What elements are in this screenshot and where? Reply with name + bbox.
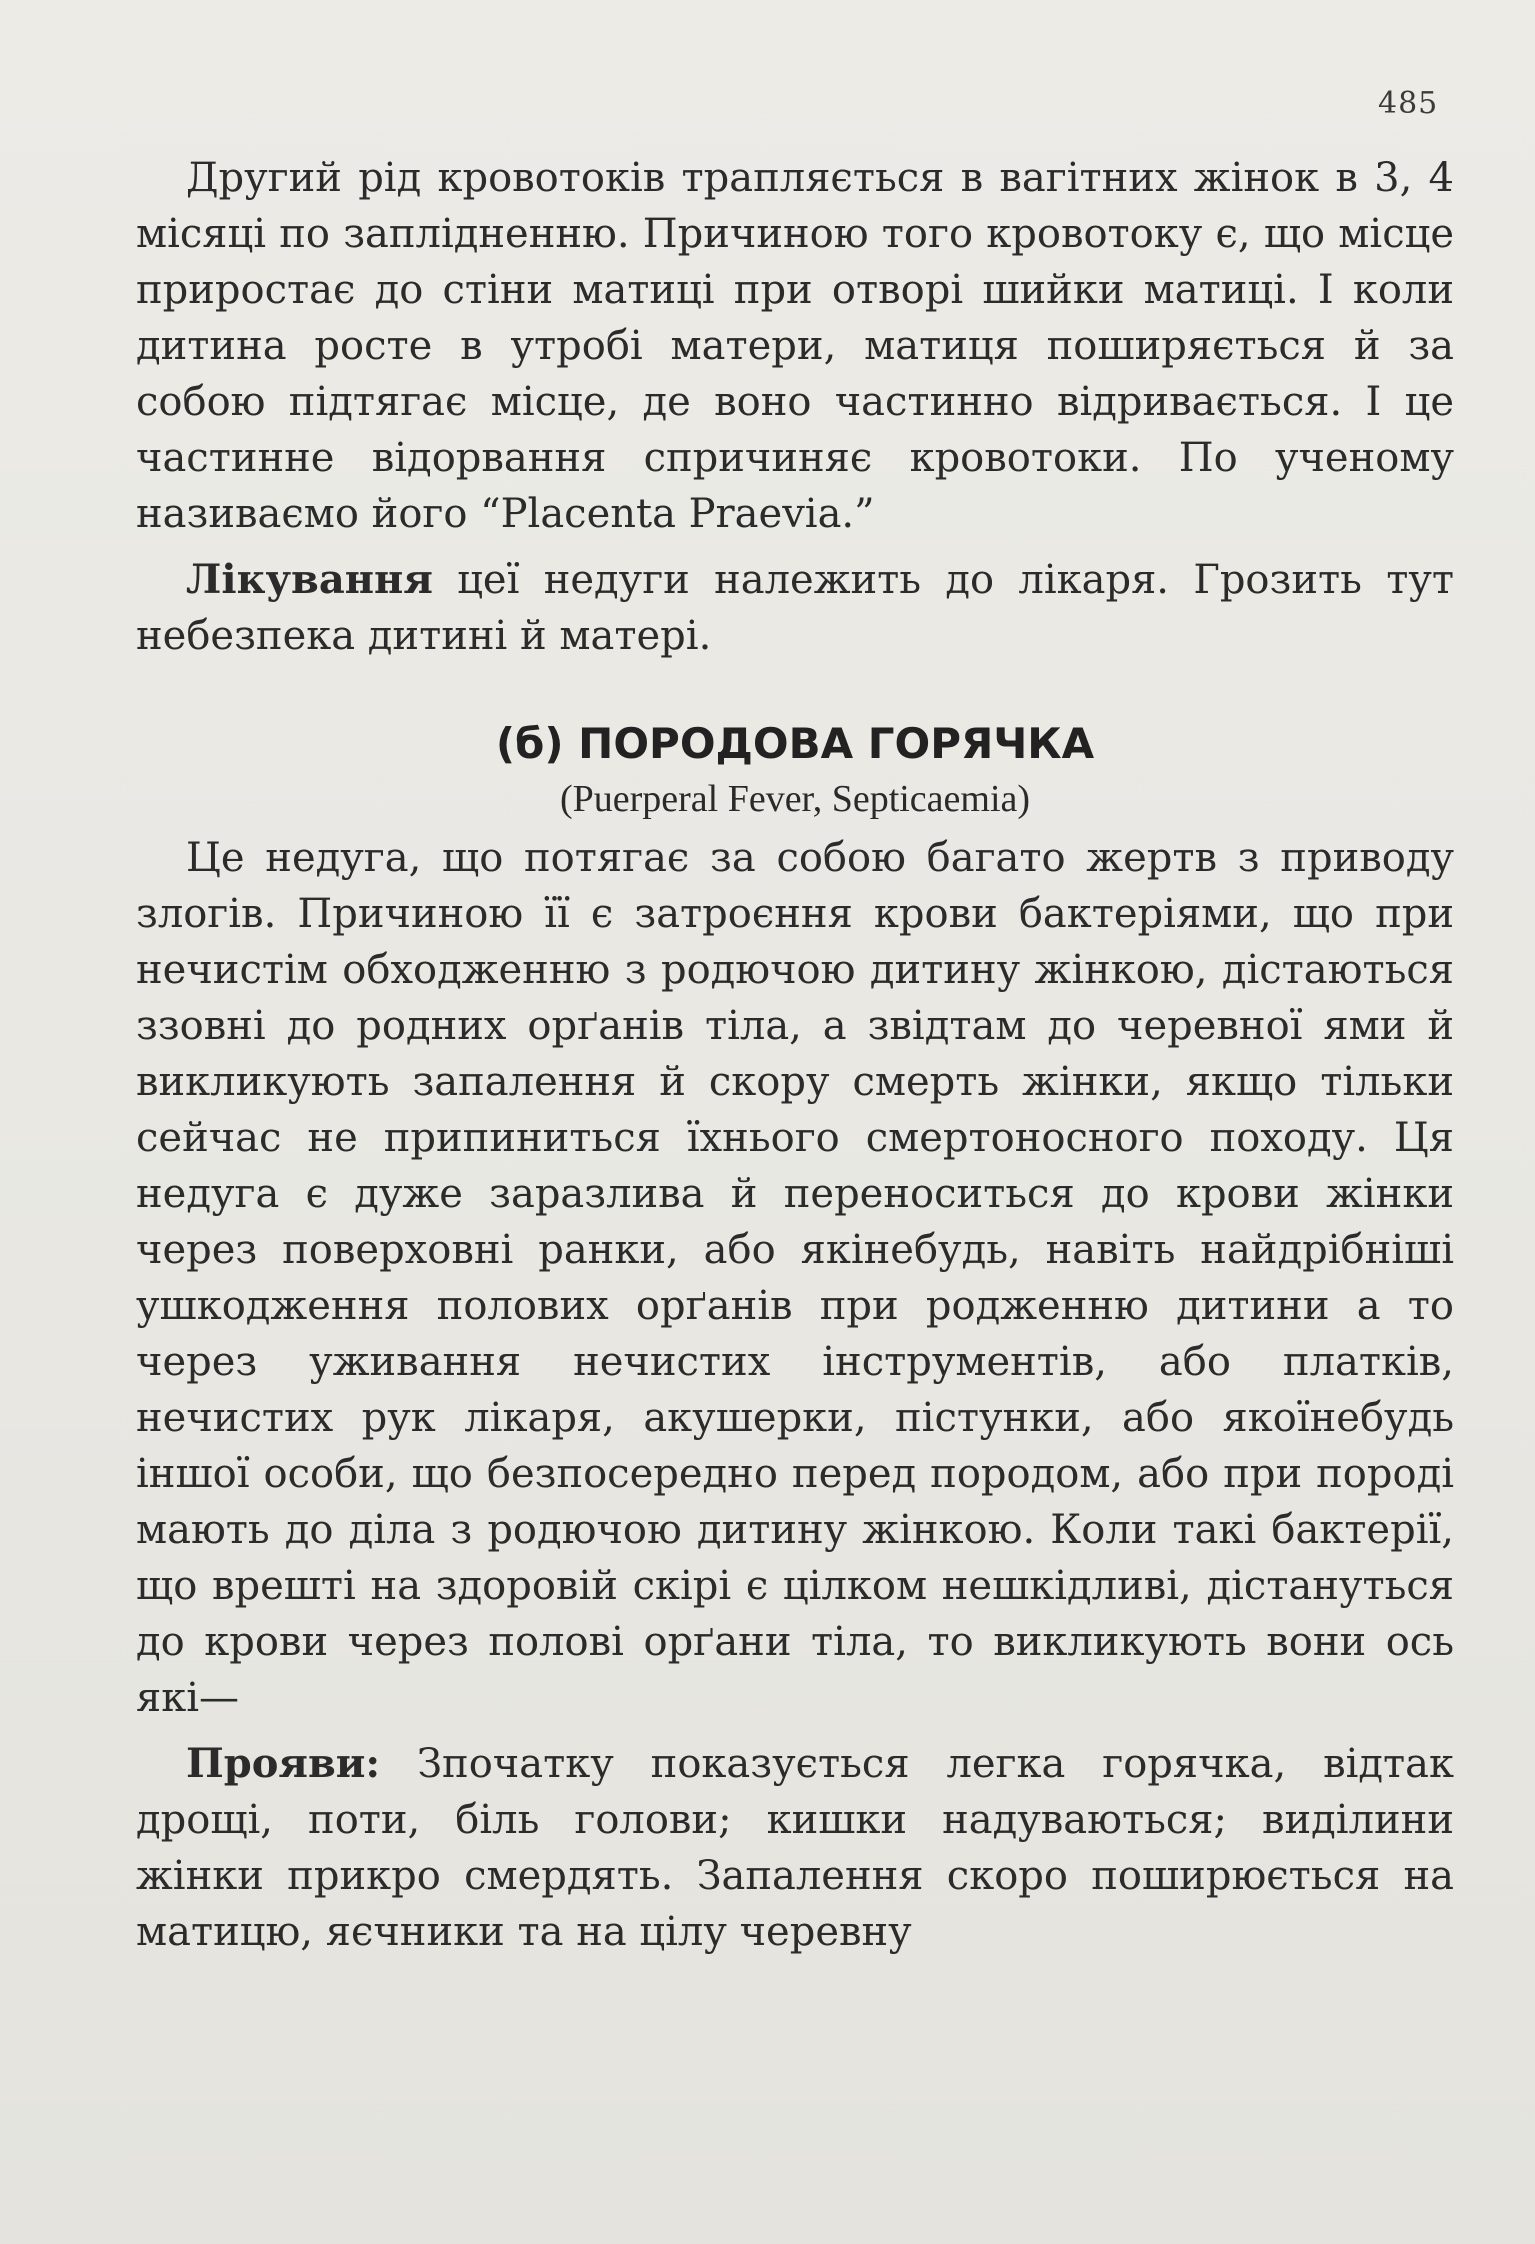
symptoms-lead: Прояви:	[186, 1740, 381, 1787]
paragraph-treatment	[136, 552, 1454, 664]
paragraph-symptoms	[136, 1736, 1454, 1960]
section-subtitle: (Puerperal Fever, Septicaemia)	[559, 778, 1031, 820]
treatment-text: цеї недуги належить до лікаря. Грозить тут небезпека дитині й матері.	[136, 557, 1454, 659]
symptoms-text: Зпочатку показується легка горячка, відтак дрощі, поти, біль голови; кишки надуваються; виділини жінки прикро смердять. Запалення скоро поширюється на матицю, яєчники та на цілу черевну	[136, 1741, 1454, 1955]
page-content	[136, 150, 1454, 1970]
paragraph-placenta-praevia: Другий рід кровотоків трапляється в вагітних жінок в 3, 4 місяці по заплідненню. Причиною того кровотоку є, що місце приростає до стіни матиці при отворі шийки матиці. І коли дитина росте в утробі матери, матиця поширяється й за собою підтягає місце, де воно частинно відривається. І це частинне відорвання спричиняє кровотоки. По ученому називаємо його “Placenta Praevia.”	[136, 155, 1454, 537]
paragraph-fever-cause: Це недуга, що потягає за собою багато жертв з приводу злогів. Причиною її є затроєння крови бактеріями, що при нечистім обходженню з родючою дитину жінкою, дістаються ззовні до родних орґанів тіла, а звідтам до черевної ями й викликують запалення й скору смерть жінки, якщо тільки сейчас не припиниться їхнього смертоносного походу. Ця недуга є дуже заразлива й переноситься до крови жінки через поверховні ранки, або якінебудь, навіть найдрібніші ушкодження полових орґанів при родженню дитини а то через уживання нечистих інструментів, або платків, нечистих рук лікаря, акушерки, пістунки, або якоїнебудь іншої особи, що безпосередно перед породом, або при породі мають до діла з родючою дитину жінкою. Коли такі бактерії, що врешті на здоровій скірі є цілком нешкідливі, дістануться до крови через полові орґани тіла, то викликують вони ось які—	[136, 835, 1454, 1721]
page-number: 485	[1378, 86, 1439, 121]
section-title: (б) ПОРОДОВА ГОРЯЧКА	[495, 719, 1095, 768]
treatment-lead: Лікування	[186, 556, 433, 603]
